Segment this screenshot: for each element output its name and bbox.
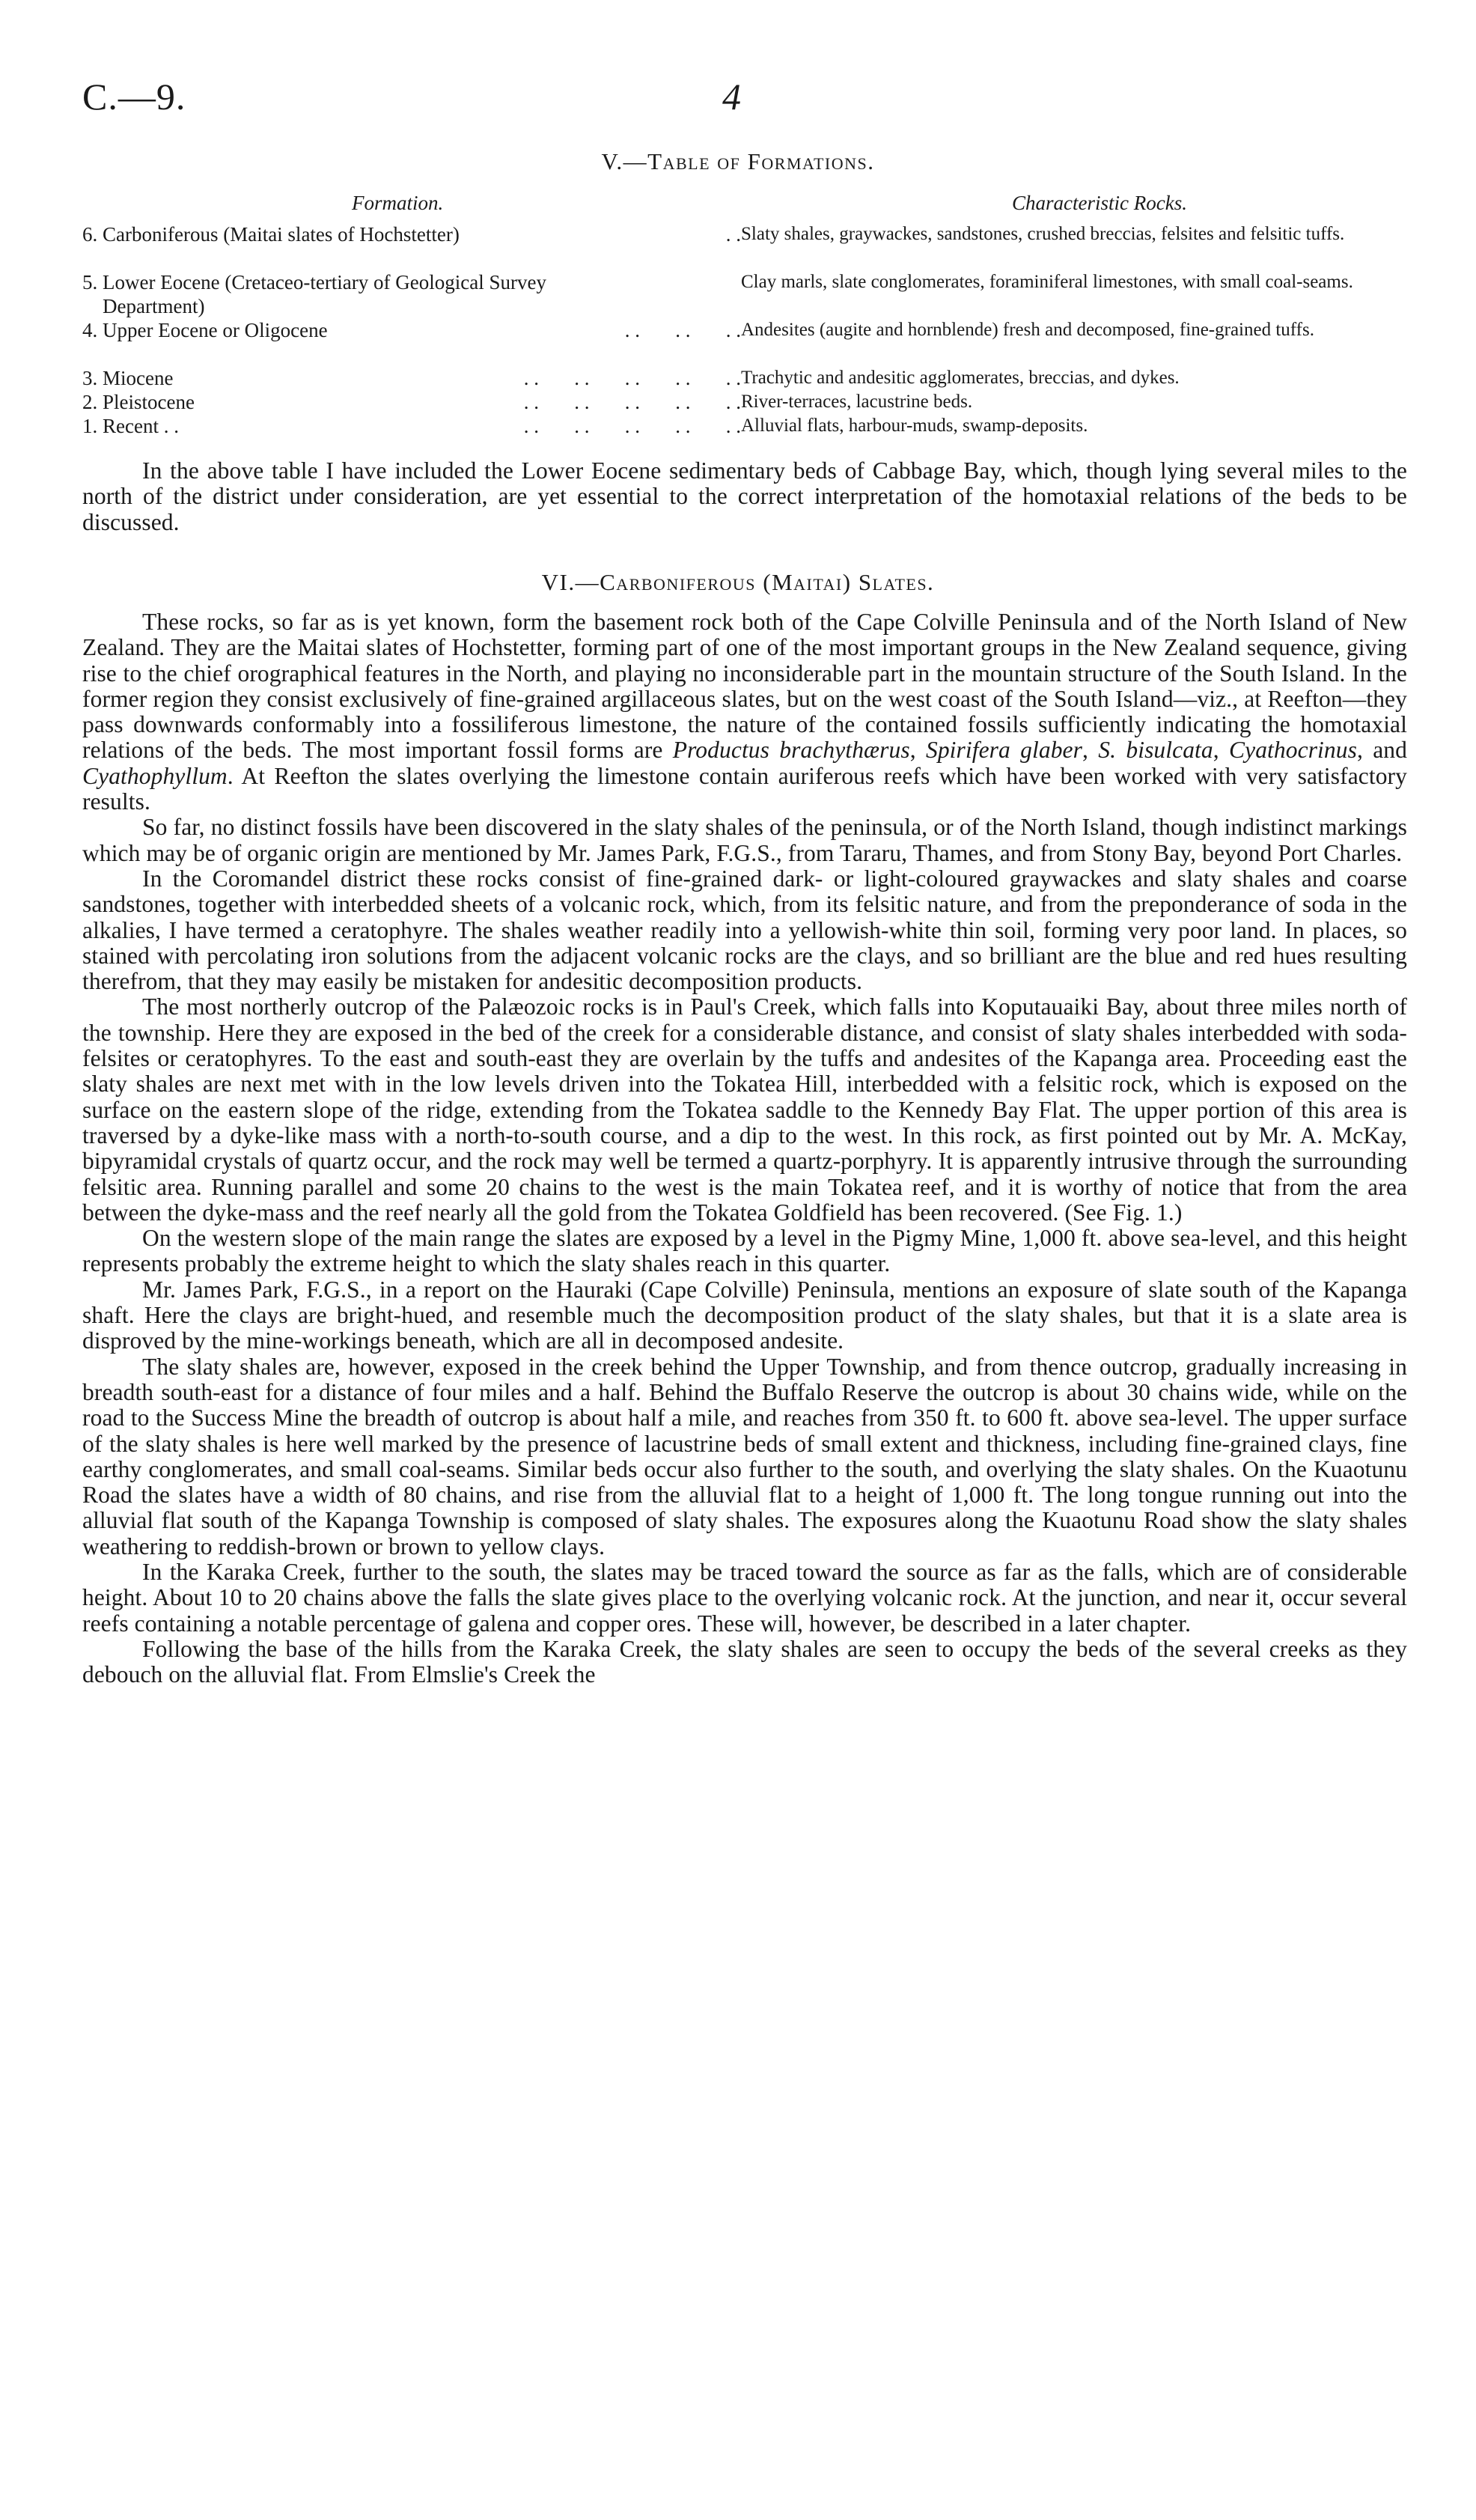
paragraph-northerly-outcrop: The most northerly outcrop of the Palæozoic rocks is in Paul's Creek, which falls into Koputauaiki Bay, about three miles north of the township. Here they are exposed in the bed of the creek for a considerable distance, and consist of slaty shales interbedded with soda-felsites or ceratophyres. To the east and south-east they are overlain by the tuffs and andesites of the Kapanga area. Proceeding east the slaty shales are next met with in the low levels driven into the Tokatea Hill, interbedded with a felsitic rock, which is exposed on the surface on the eastern slope of the ridge, extending from the Tokatea saddle to the Kennedy Bay Flat. The upper portion of this area is traversed by a dyke-like mass with a north-to-south course, and a dip to the west. In this rock, as first pointed out by Mr. A. McKay, bipyramidal crystals of quartz occur, and the rock may well be termed a quartz-porphyry. It is apparently intrusive through the surrounding felsitic area. Running parallel and some 20 chains to the west is the main Tokatea reef, and it is worthy of notice that from the area between the dyke-mass and the reef nearly all the gold from the Tokatea Goldfield has been recovered. (See Fig. 1.) — [82, 993, 1407, 1226]
table-row — [82, 270, 1407, 318]
formation-cell: 4. Upper Eocene or Oligocene — [82, 319, 328, 341]
formation-cell: 3. Miocene — [82, 367, 174, 389]
fossil-name: Cyathophyllum — [82, 762, 228, 789]
table-row — [82, 366, 1407, 390]
paragraph-text: . At Reefton the slates overlying the limestone contain auriferous reefs which have been worked with very satisfactory results. — [82, 762, 1407, 815]
fossil-name: S. bisulcata — [1098, 737, 1213, 764]
paragraph-western-slope: On the western slope of the main range the slates are exposed by a level in the Pigmy Mine, 1,000 ft. above sea-level, and this height represents probably the extreme height to which the slaty shales reach in this quarter. — [82, 1225, 1407, 1277]
paragraph-park-report: Mr. James Park, F.G.S., in a report on the Hauraki (Cape Colville) Peninsula, mentions an exposure of slate south of the Kapanga shaft. Here the clays are bright-hued, and resemble much the decomposition product of the slaty shales, but that it is a slate area is disproved by the mine-workings beneath, which are all in decomposed andesite. — [82, 1276, 1407, 1354]
fossil-name: Spirifera glaber — [925, 737, 1083, 764]
separator: , and — [1356, 737, 1407, 764]
table-row — [82, 390, 1407, 414]
rocks-cell: Trachytic and andesitic agglomerates, breccias, and dykes. — [741, 368, 1180, 388]
rocks-cell: River-terraces, lacustrine beds. — [741, 392, 973, 412]
leader-dots: . . . . . . . . . . — [523, 415, 741, 437]
formation-cell: 1. Recent . . — [82, 415, 179, 437]
paragraph-fossils: So far, no distinct fossils have been discovered in the slaty shales of the peninsula, or of the North Island, though indistinct markings which may be of organic origin are mentioned by Mr. James Park, F.G.S., from Tararu, Thames, and from Stony Bay, beyond Port Charles. — [82, 814, 1407, 866]
paragraph-karaka-creek: In the Karaka Creek, further to the south, the slates may be traced toward the source as far as the falls, which are of considerable height. About 10 to 20 chains above the falls the slate gives place to the overlying volcanic rock. At the junction, and near it, occur several reefs containing a notable percentage of galena and copper ores. These will, however, be described in a later chapter. — [82, 1558, 1407, 1637]
table-of-formations-title: V.—Table of Formations. — [601, 148, 875, 174]
intro-paragraph-block — [82, 458, 1407, 535]
intro-paragraph: In the above table I have included the Lower Eocene sedimentary beds of Cabbage Bay, which, though lying several miles to the north of the district under consideration, are yet essential to the correct interpretation of the homotaxial relations of the beds to be discussed. — [82, 457, 1407, 535]
formation-cell: 5. Lower Eocene (Cretaceo-tertiary of Geological Survey Department) — [82, 271, 546, 317]
leader-dots: . . — [721, 223, 741, 246]
paragraph-coromandel: In the Coromandel district these rocks consist of fine-grained dark- or light-coloured graywackes and slaty shales and coarse sandstones, together with interbedded sheets of a volcanic rock, which, from its felsitic nature, and from the preponderance of soda in the alkalies, I have termed a ceratophyre. The shales weather readily into a yellowish-white thin soil, forming very poor land. In places, so stained with percolating iron solutions from the adjacent volcanic rocks are the clays, and so brilliant are the blue and red hues resulting therefrom, that they may easily be mistaken for andesitic decomposition products. — [82, 865, 1407, 995]
separator: , — [1213, 737, 1230, 764]
rocks-column-header: Characteristic Rocks. — [1012, 192, 1187, 214]
table-row — [82, 222, 1407, 270]
table-row — [82, 318, 1407, 366]
fossil-name: Productus brachythærus — [672, 737, 910, 764]
rocks-cell: Clay marls, slate conglomerates, foraminiferal limestones, with small coal-seams. — [741, 272, 1353, 292]
page-number: 4 — [722, 76, 741, 118]
document-code: C.—9. — [82, 76, 186, 118]
leader-dots: . . . . . . — [624, 319, 741, 341]
fossil-name: Cyathocrinus — [1229, 737, 1357, 764]
rocks-cell: Slaty shales, graywackes, sandstones, crushed breccias, felsites and felsitic tuffs. — [741, 224, 1345, 244]
leader-dots: . . . . . . . . . . — [523, 391, 741, 413]
paragraph-hills-base: Following the base of the hills from the Karaka Creek, the slaty shales are seen to occupy the beds of the several creeks as they debouch on the alluvial flat. From Elmslie's Creek the — [82, 1635, 1407, 1688]
leader-dots: . . . . . . . . . . — [523, 367, 741, 389]
paragraph-upper-township: The slaty shales are, however, exposed in the creek behind the Upper Township, and from thence outcrop, gradually increasing in breadth south-east for a distance of four miles and a half. Behind the Buffalo Reserve the outcrop is about 30 chains wide, while on the road to the Success Mine the breadth of outcrop is about half a mile, and reaches from 350 ft. to 600 ft. above sea-level. The upper surface of the slaty shales is here well marked by the presence of lacustrine beds of small extent and thickness, including fine-grained clays, fine earthy conglomerates, and small coal-seams. Similar beds occur also further to the south, and overlying the slaty shales. On the Kuaotunu Road the slates have a width of 80 chains, and rise from the alluvial flat to a height of 1,000 ft. The long tongue running out into the alluvial flat south of the Kapanga Township is composed of slaty shales. The exposures along the Kuaotunu Road show the slaty shales weathering to reddish-brown or brown to yellow clays. — [82, 1353, 1407, 1559]
separator: , — [1082, 737, 1099, 764]
table-row — [82, 414, 1407, 438]
formation-cell: 2. Pleistocene — [82, 391, 195, 413]
separator: , — [909, 737, 926, 764]
rocks-cell: Andesites (augite and hornblende) fresh and decomposed, fine-grained tuffs. — [741, 320, 1314, 340]
formation-cell: 6. Carboniferous (Maitai slates of Hochstetter) — [82, 223, 460, 246]
paragraph-text: These rocks, so far as is yet known, form the basement rock both of the Cape Colville Peninsula and of the North Island of New Zealand. They are the Maitai slates of Hochstetter, forming part of one of the most important groups in the New Zealand sequence, giving rise to the chief orographical features in the North, and playing no inconsiderable part in the mountain structure of the South Island. In the former region they consist exclusively of fine-grained argillaceous slates, but on the west coast of the South Island—viz., at Reefton—they pass downwards conformably into a fossiliferous limestone, the nature of the contained fossils sufficiently indicating the homotaxial relations of the beds. The most important fossil forms are — [82, 609, 1407, 764]
formations-table — [82, 222, 1407, 438]
formation-column-header: Formation. — [352, 192, 444, 214]
section-vi-body — [82, 609, 1407, 1687]
section-vi-title: VI.—Carboniferous (Maitai) Slates. — [541, 569, 935, 595]
paragraph-basement-rocks — [82, 609, 1407, 815]
rocks-cell: Alluvial flats, harbour-muds, swamp-deposits. — [741, 416, 1088, 436]
